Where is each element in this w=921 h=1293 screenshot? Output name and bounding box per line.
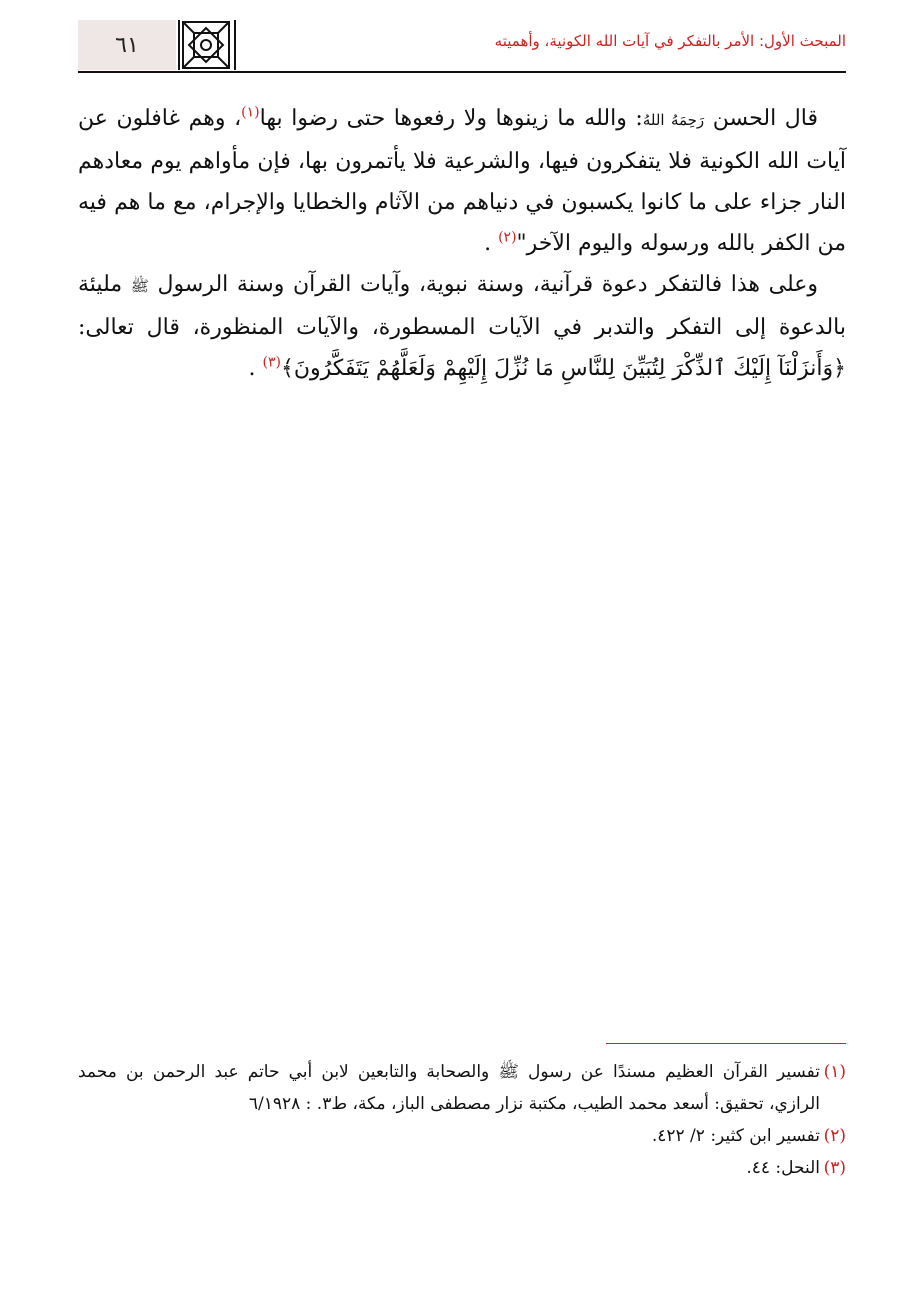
paragraph-1	[78, 98, 846, 264]
p2-period: .	[248, 356, 256, 381]
p1-period: .	[484, 231, 492, 256]
page-header	[78, 20, 846, 72]
footnote-2	[78, 1120, 846, 1152]
islamic-star-ornament-icon	[178, 20, 234, 70]
footnote-text: النحل: ٤٤.	[746, 1158, 820, 1178]
footnote-text: تفسير ابن كثير: ٢/ ٤٢٢.	[651, 1126, 820, 1146]
chapter-title: المبحث الأول: الأمر بالتفكر في آيات الله الكونية، وأهميته	[494, 32, 846, 50]
footnote-ref-3[interactable]: (٣)	[262, 354, 281, 371]
p2-text-b: مليئة بالدعوة إلى التفكر والتدبر في الآيات المسطورة، والآيات المنظورة، قال تعالى:	[78, 272, 846, 340]
footnote-number: (٣)	[823, 1158, 846, 1178]
p1-text-c: ، وهم غافلون عن آيات الله الكونية فلا يتفكرون فيها، والشرعية فلا يأتمرون بها، فإن مأواهم يوم معادهم النار جزاء على ما كانوا يكسبون في دنياهم من الآثام والخطايا والإجرام، مع ما هم فيه من الكفر بالله ورسوله واليوم الآخر"	[78, 106, 846, 256]
footnote-number: (٢)	[823, 1126, 846, 1146]
p1-text-b: : والله ما زينوها ولا رفعوها حتى رضوا بها	[259, 106, 643, 131]
footnote-3	[78, 1152, 846, 1184]
p1-text-a: قال الحسن	[712, 106, 818, 131]
paragraph-2	[78, 264, 846, 389]
footnote-text: تفسير القرآن العظيم مسندًا عن رسول ﷺ والصحابة والتابعين لابن أبي حاتم عبد الرحمن بن محمد الرازي، تحقيق: أسعد محمد الطيب، مكتبة نزار مصطفى الباز، مكة، ط٣. : ٦/١٩٢٨	[78, 1062, 820, 1114]
footnote-1	[78, 1056, 846, 1120]
footnote-number: (١)	[823, 1062, 846, 1082]
quran-verse: ﴿وَأَنزَلْنَآ إِلَيْكَ ٱلذِّكْرَ لِتُبَيِّنَ لِلنَّاسِ مَا نُزِّلَ إِلَيْهِمْ وَلَعَلَّهُمْ يَتَفَكَّرُونَ﴾	[281, 356, 846, 381]
honorific-mark: رَحِمَهُ اللهُ	[642, 111, 705, 129]
header-rule	[78, 71, 846, 73]
footnote-ref-1[interactable]: (١)	[241, 104, 260, 121]
main-text	[78, 98, 846, 389]
page-number: ٦١	[78, 20, 176, 70]
p2-text-a: وعلى هذا فالتفكر دعوة قرآنية، وسنة نبوية، وآيات القرآن وسنة الرسول	[157, 272, 818, 297]
footnote-separator	[606, 1043, 846, 1044]
ornament-divider-right	[234, 20, 236, 70]
footnote-ref-2[interactable]: (٢)	[498, 229, 517, 246]
salawat-mark: ﷺ	[130, 277, 149, 295]
footnotes	[78, 1056, 846, 1184]
